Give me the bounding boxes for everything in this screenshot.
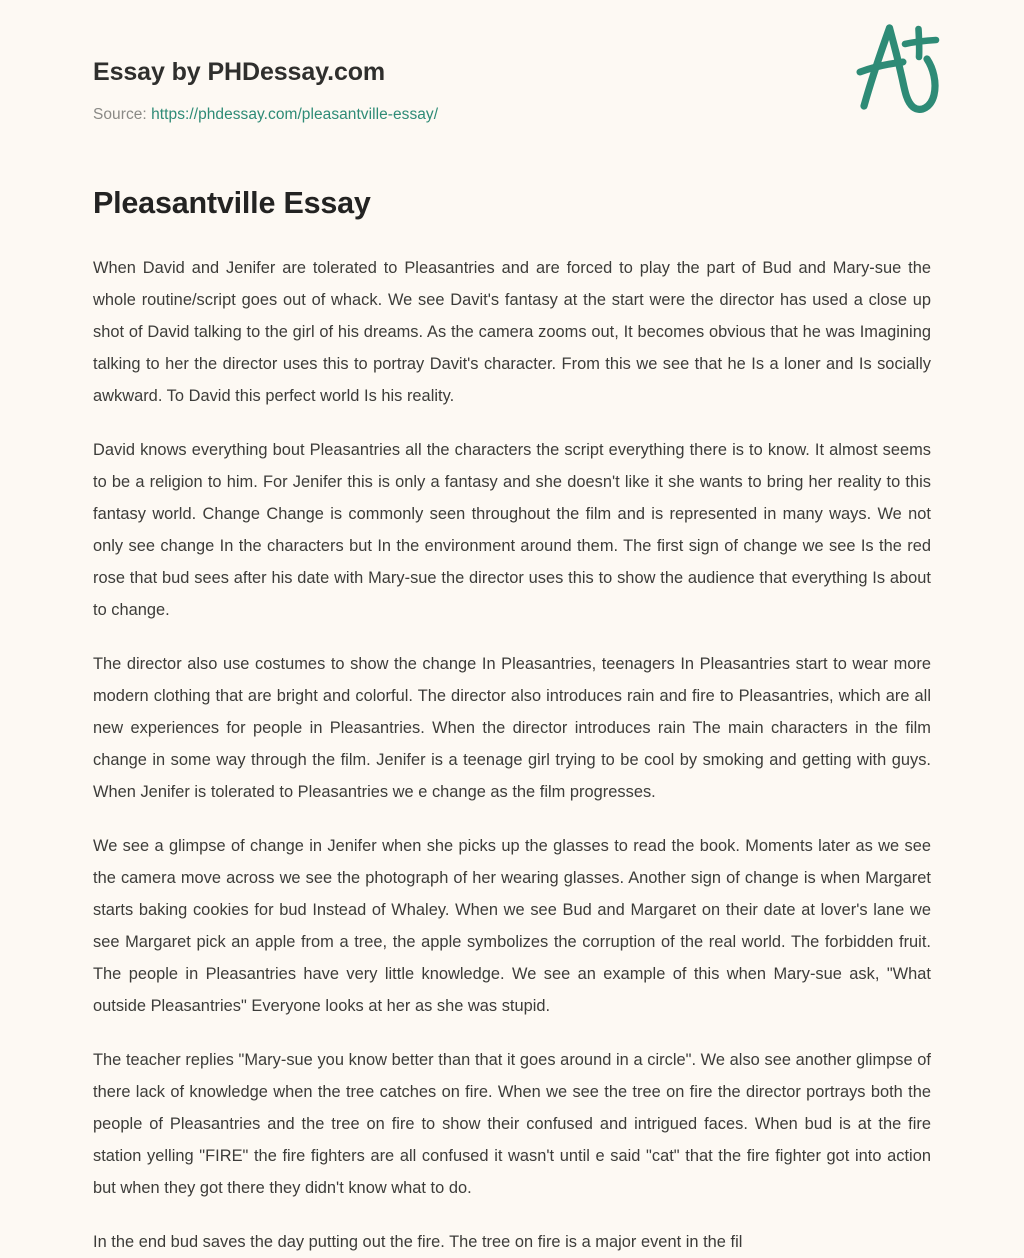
essay-paragraph: We see a glimpse of change in Jenifer when she picks up the glasses to read the book. Moments later as we see the camera move across we see the photograph of her wearing glasses. Another sign of change is when Margaret starts baking cookies for bud Instead of Whaley. When we see Bud and Margaret on their date at lover's lane we see Margaret pick an apple from a tree, the apple symbolizes the corruption of the real world. The forbidden fruit. The people in Pleasantries have very little knowledge. We see an example of this when Mary-sue ask, "What outside Pleasantries" Everyone looks at her as she was stupid. [93,837,931,1016]
essay-body [93,221,931,1258]
a-plus-logo [839,12,959,132]
page-header [93,0,931,125]
essay-paragraph: The director also use costumes to show the change In Pleasantries, teenagers In Pleasantries start to wear more modern clothing that are bright and colorful. The director also introduces rain and fire to Pleasantries, which are all new experiences for people in Pleasantries. When the director introduces rain The main characters in the film change in some way through the film. Jenifer is a teenage girl trying to be cool by smoking and getting with guys. When Jenifer is tolerated to Pleasantries we e change as the film progresses. [93,655,931,802]
essay-paragraph-truncated: In the end bud saves the day putting out the fire. The tree on fire is a major event in the fil [93,1233,743,1252]
page-title: Pleasantville Essay [93,185,371,220]
essay-paragraph: When David and Jenifer are tolerated to Pleasantries and are forced to play the part of Bud and Mary-sue the whole routine/script goes out of whack. We see Davit's fantasy at the start were the director has used a close up shot of David talking to the girl of his dreams. As the camera zooms out, It becomes obvious that he was Imagining talking to her the director uses this to portray Davit's character. From this we see that he Is a loner and Is socially awkward. To David this perfect world Is his reality. [93,259,931,406]
essay-paragraph: The teacher replies "Mary-sue you know better than that it goes around in a circle". We also see another glimpse of there lack of knowledge when the tree catches on fire. When we see the tree on fire the director portrays both the people of Pleasantries and the tree on fire to show their confused and intrigued faces. When bud is at the fire station yelling "FIRE" the fire fighters are all confused it wasn't until e said "cat" that the fire fighter got into action but when they got there they didn't know what to do. [93,1051,931,1198]
a-plus-logo-icon [839,12,959,132]
essay-paragraph: David knows everything bout Pleasantries all the characters the script everything there is to know. It almost seems to be a religion to him. For Jenifer this is only a fantasy and she doesn't like it she wants to bring her reality to this fantasy world. Change Change is commonly seen throughout the film and is represented in many ways. We not only see change In the characters but In the environment around them. The first sign of change we see Is the red rose that bud sees after his date with Mary-sue the director uses this to show the audience that everything Is about to change. [93,441,931,620]
source-url-link[interactable]: https://phdessay.com/pleasantville-essay/ [151,105,439,123]
source-label: Source: [93,105,147,123]
source-line [93,105,931,125]
brand-title: Essay by PHDessay.com [93,58,386,86]
